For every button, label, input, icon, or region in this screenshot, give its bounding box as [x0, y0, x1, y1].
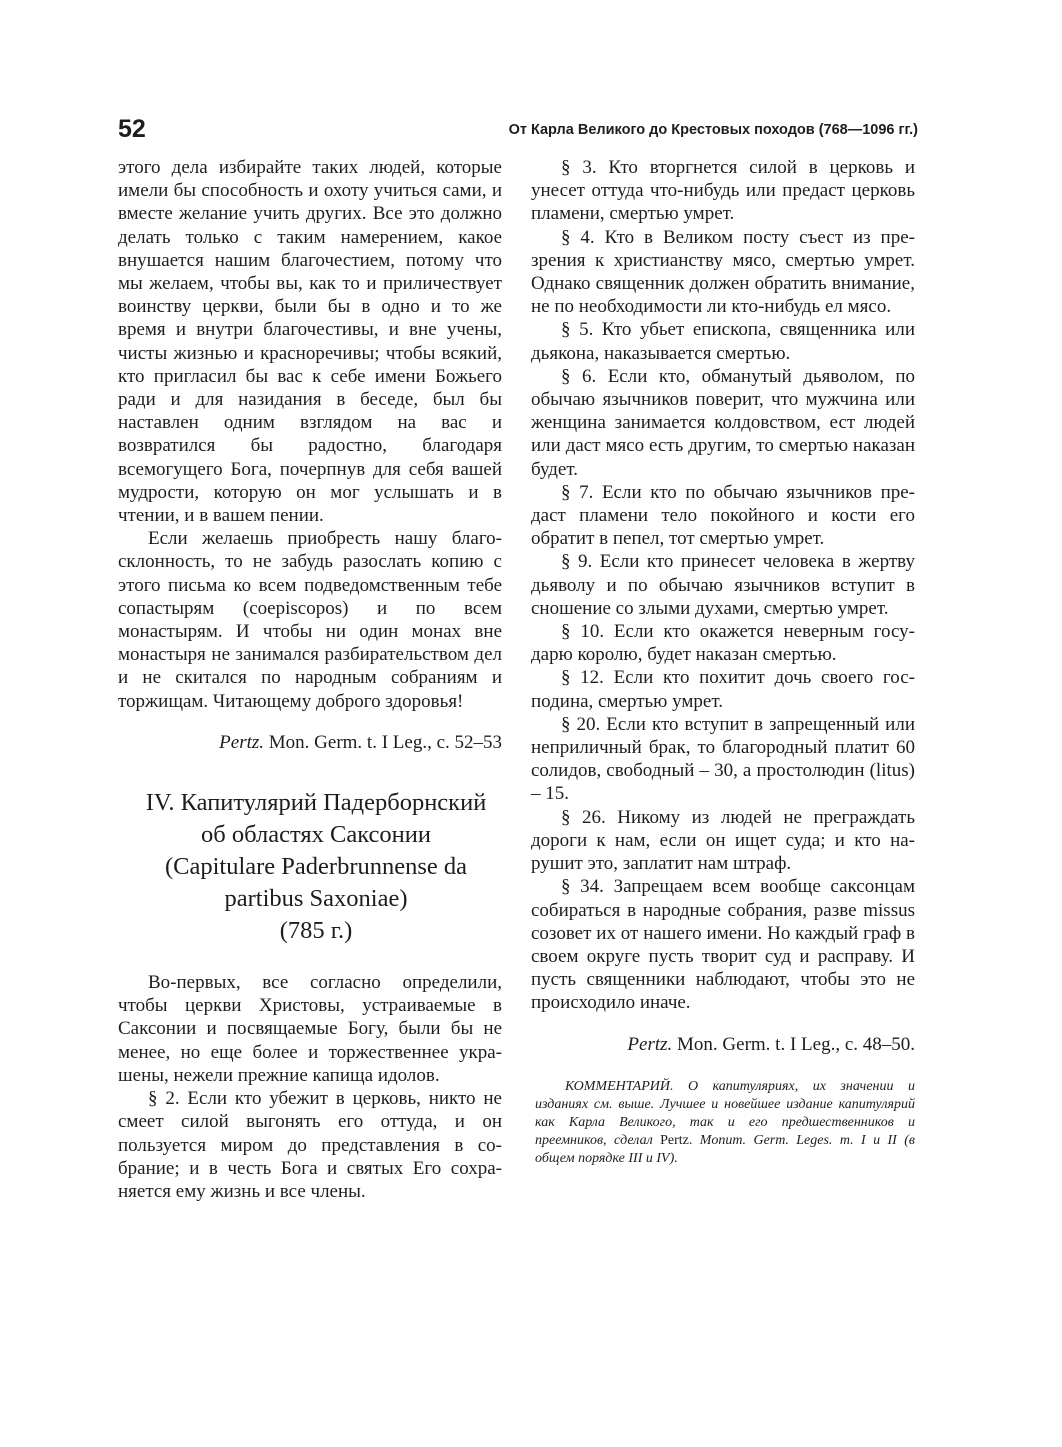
section-title-line-5: (785 г.): [279, 917, 353, 945]
article-paragraph: § 5. Кто убьет епископа, священника или дьякона, наказывается смертью.: [531, 319, 915, 364]
section-title-line-4: partibus Saxoniae): [224, 885, 408, 913]
article-paragraph: § 20. Если кто вступит в запрещенный или неприличный брак, то благородный платит 60 солидов, свободный – 30, а простолюдин (litus) – 15.: [531, 713, 915, 805]
capitulary-paragraph-2: § 2. Если кто убежит в церковь, никто не смеет силой выгонять его оттуда, и он пользуется миром до представления в собрание; и в честь Бога и святых Его сохраняется ему жизнь и все члены.: [118, 1088, 502, 1202]
article-paragraph: § 12. Если кто похитит дочь своего господина, смертью умрет.: [531, 667, 915, 712]
page-number: 52: [118, 115, 146, 143]
article-paragraph: § 34. Запрещаем всем вообще саксонцам собираться в народные собрания, разве missus созовет их от нашего имени. Но каждый граф в своем округе пусть творит суд и расправу. И пусть священники наблюдают, чтобы это не происходило иначе.: [531, 876, 915, 1014]
letter-paragraph-2: Если желаешь приобресть нашу благосклонность, то не забудь разослать копию с этого письма ко всем подведомственным тебе сопастырям (coepiscopos) и по всем монастырям. И чтобы ни один монах вне монастыря не занимался разбирательством дел и не скитался по народным собраниям и торжищам. Читающему доброго здоровья!: [118, 528, 502, 712]
section-title-line-2: об областях Саксонии: [201, 821, 431, 849]
section-title: [118, 787, 502, 947]
left-column: [118, 156, 502, 1203]
citation-author: Pertz.: [219, 731, 265, 753]
commentary-text-1: КОММЕНТАРИЙ. О капитуляриях, их значении и изданиях см. выше. Лучшее и новейшее издание капитулярий как Карла Великого, так и его предшественников и преемников, сделал: [535, 1078, 915, 1148]
citation-source: Mon. Germ. t. I Leg., c. 52–53: [264, 731, 502, 753]
page-header: [118, 114, 918, 148]
article-paragraph: § 26. Никому из людей не преграждать дороги к нам, если он ищет суда; и кто нарушит это, заплатит нам штраф.: [531, 806, 915, 875]
citation-right: [531, 1033, 915, 1056]
article-paragraph: § 4. Кто в Великом посту съест из презрения к христианству мясо, смертью умрет. Однако священник должен обратить внимание, не по необходимости ли кто-нибудь ел мясо.: [531, 226, 915, 318]
right-column: [531, 156, 915, 1168]
citation-author: Pertz.: [627, 1033, 673, 1055]
section-title-line-3: (Capitulare Paderbrunnense da: [164, 853, 468, 881]
article-paragraph: § 7. Если кто по обычаю язычников предаст пламени тело покойного и кости его обратит в пепел, тот смертью умрет.: [531, 481, 915, 550]
running-title: От Карла Великого до Крестовых походов (768—1096 гг.): [508, 122, 918, 138]
commentary: [531, 1078, 915, 1168]
commentary-text-2: Monum. Germ. Leges. т. I и II (в общем порядке III и IV).: [535, 1132, 915, 1166]
letter-paragraph-1: этого дела избирайте таких людей, которые имели бы способность и охоту учиться сами, и вместе желание учить других. Все это должно делать только с таким намерением, какое внушается нашим благочестием, потому что мы желаем, чтобы вы, как то и приличествует воинству церкви, были бы в одно и то же время и внутри благочестивы, и вне учены, чисты жизнью и красноречивы; чтобы всякий, кто пригласил бы вас к себе имени Божьего ради и для назидания в беседе, был бы наставлен одним взглядом на вас и возвратился бы радостно, благодаря всемогущего Бога, почерпнув для себя вашей мудрости, которую он мог услышать и в чтении, и в вашем пении.: [118, 157, 502, 527]
commentary-author-name: Pertz.: [660, 1132, 693, 1148]
article-paragraph: § 6. Если кто, обманутый дьяволом, по обычаю язычников поверит, что мужчина или женщина занимается колдовством, ест людей или даст мясо есть другим, то смертью наказан будет.: [531, 365, 915, 480]
article-paragraph: § 3. Кто вторгнется силой в церковь и унесет оттуда что-нибудь или предаст церковь пламени, смертью умрет.: [531, 157, 915, 225]
capitulary-paragraph-1: Во-первых, все согласно определили, чтобы церкви Христовы, устраиваемые в Саксонии и посвящаемые Богу, были бы не менее, но еще более и торжественнее украшены, нежели прежние капища идолов.: [118, 972, 502, 1086]
citation-source: Mon. Germ. t. I Leg., c. 48–50.: [672, 1033, 915, 1055]
citation-left: [118, 731, 502, 754]
article-paragraph: § 9. Если кто принесет человека в жертву дьяволу и по обычаю язычников вступит в сношение со злыми духами, смертью умрет.: [531, 551, 915, 619]
article-paragraph: § 10. Если кто окажется неверным государю королю, будет наказан смертью.: [531, 621, 915, 666]
section-title-line-1: IV. Капитулярий Падерборнский: [145, 789, 487, 817]
